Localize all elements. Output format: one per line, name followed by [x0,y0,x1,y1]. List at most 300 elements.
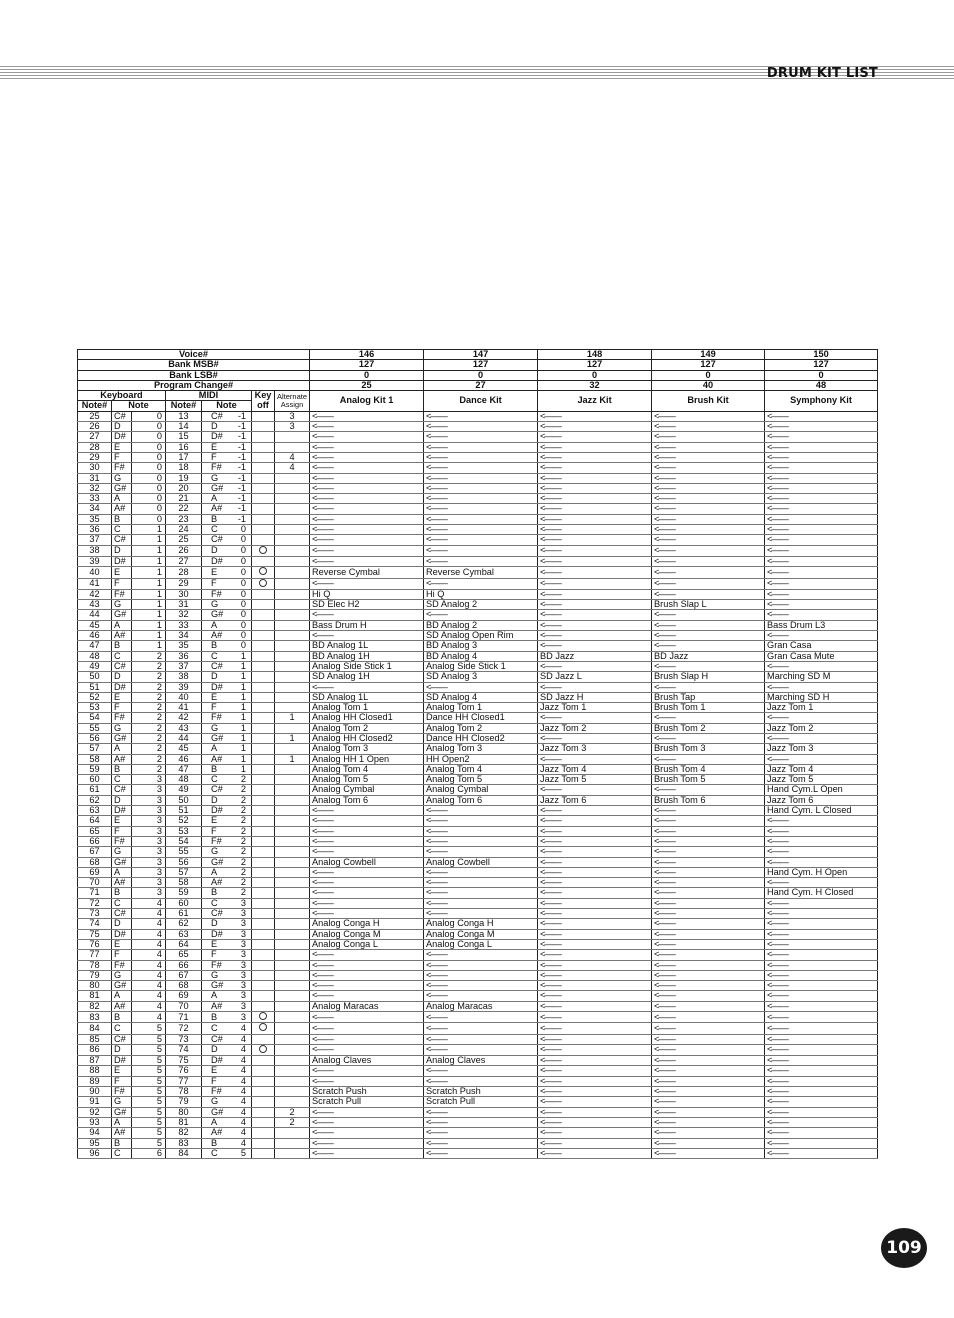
keyboard-note-name: G [112,1097,132,1107]
keyboard-note-number: 62 [78,795,112,805]
kit-voice: 146 [310,350,424,360]
kit-voice-cell [765,950,878,960]
kit-voice-cell [765,888,878,898]
same-as-previous-arrow-icon: <—— [426,411,447,421]
same-as-previous-arrow-icon: <—— [654,1148,675,1158]
kit-voice-cell [310,775,424,785]
same-as-previous-arrow-icon: <—— [426,887,447,898]
instrument-name: Analog Tom 3 [312,743,369,754]
same-as-previous-arrow-icon: <—— [654,452,675,462]
keyboard-note-name: G# [112,483,132,493]
keyboard-note-number: 46 [78,631,112,641]
midi-note-name: G [211,723,219,733]
key-off-cell [252,929,275,939]
kit-lsb: 0 [310,370,424,380]
kit-voice-cell [652,1023,765,1034]
midi-octave: -1 [237,431,246,442]
keyboard-note-name: E [112,816,132,826]
midi-octave: 0 [240,534,246,545]
same-as-previous-arrow-icon: <—— [767,712,788,723]
same-as-previous-arrow-icon: <—— [654,960,675,970]
same-as-previous-arrow-icon: <—— [312,1076,333,1086]
kit-voice-cell [424,463,538,473]
kit-voice-cell [765,514,878,524]
key-off-cell [252,816,275,826]
key-off-circle-icon [259,579,267,587]
same-as-previous-arrow-icon: <—— [767,1148,788,1158]
midi-note-number: 25 [166,535,202,545]
midi-octave: 0 [240,640,246,651]
alternate-assign-cell [275,981,310,991]
midi-octave: 3 [240,898,246,908]
keyboard-octave: 3 [132,785,166,795]
msb-label: Bank MSB# [78,360,310,370]
page-number-badge: 109 [881,1228,927,1268]
same-as-previous-arrow-icon: <—— [426,867,447,877]
alternate-assign-cell: 2 [275,1107,310,1117]
keyboard-octave: 1 [132,631,166,641]
keyboard-octave: 3 [132,878,166,888]
keyboard-octave: 4 [132,1001,166,1011]
keyboard-octave: 2 [132,713,166,723]
same-as-previous-arrow-icon: <—— [654,857,675,867]
midi-note-number: 16 [166,442,202,452]
midi-note-name: D [211,795,218,805]
kit-voice-cell [652,1034,765,1044]
kit-lsb: 0 [424,370,538,380]
same-as-previous-arrow-icon: <—— [540,545,561,556]
kit-voice-cell [765,411,878,421]
midi-note [202,1148,252,1158]
kit-pc: 40 [652,380,765,390]
key-off-cell [252,888,275,898]
same-as-previous-arrow-icon: <—— [312,1117,333,1127]
instrument-name: Analog Cymbal [312,784,375,795]
alternate-assign-cell [275,744,310,754]
midi-note-number: 68 [166,981,202,991]
kit-voice-cell [538,991,652,1001]
same-as-previous-arrow-icon: <—— [540,1117,561,1127]
same-as-previous-arrow-icon: <—— [654,493,675,504]
midi-octave: 1 [240,692,246,702]
midi-note-number: 66 [166,960,202,970]
pc-label: Program Change# [78,380,310,390]
kit-voice-cell [765,525,878,535]
kit-voice-cell [765,795,878,805]
same-as-previous-arrow-icon: <—— [654,640,675,651]
midi-note-number: 63 [166,929,202,939]
same-as-previous-arrow-icon: <—— [654,556,675,566]
kit-voice-cell [765,578,878,589]
kit-voice-cell [765,1076,878,1086]
kit-voice-cell [424,775,538,785]
key-off-cell [252,631,275,641]
table-row [78,713,878,723]
kit-voice-cell [652,816,765,826]
midi-note-name: C# [211,908,223,919]
midi-octave: 1 [240,733,246,743]
instrument-name: Scratch Pull [312,1096,362,1107]
midi-note-name: B [211,1011,218,1022]
kit-voice-cell [424,1034,538,1044]
same-as-previous-arrow-icon: <—— [540,411,561,421]
keyboard-octave: 3 [132,795,166,805]
keyboard-octave: 5 [132,1056,166,1066]
table-row [78,567,878,578]
midi-note [202,672,252,682]
kit-name: Dance Kit [424,391,538,412]
same-as-previous-arrow-icon: <—— [767,1034,788,1044]
keyboard-note-name: F [112,950,132,960]
same-as-previous-arrow-icon: <—— [540,867,561,877]
keyboard-note-name: C# [112,909,132,919]
kit-voice-cell [538,785,652,795]
midi-note [202,764,252,774]
kit-voice-cell [310,1023,424,1034]
same-as-previous-arrow-icon: <—— [540,620,561,630]
kit-voice-cell [538,452,652,462]
instrument-name: BD Jazz [540,651,575,661]
keyboard-note-number: 74 [78,919,112,929]
kit-voice-cell [538,1023,652,1034]
midi-octave: 3 [240,960,246,970]
same-as-previous-arrow-icon: <—— [540,836,561,846]
table-row [78,610,878,620]
instrument-name: Scratch Push [426,1086,481,1097]
keyboard-note-name: A# [112,504,132,514]
same-as-previous-arrow-icon: <—— [426,503,447,514]
midi-note-number: 83 [166,1138,202,1148]
kit-voice-cell [424,754,538,764]
midi-note [202,432,252,442]
instrument-name: Analog Conga M [312,929,381,939]
kit-voice-cell [538,641,652,651]
kit-voice-cell [310,494,424,504]
kit-voice-cell [310,567,424,578]
instrument-name: Brush Tom 4 [654,764,706,774]
kit-voice-cell [652,898,765,908]
kit-voice-cell [765,535,878,545]
kit-voice-cell [538,661,652,671]
same-as-previous-arrow-icon: <—— [312,1044,333,1055]
keyboard-note-name: D# [112,1056,132,1066]
keyboard-note-number: 30 [78,463,112,473]
instrument-name: Brush Tom 6 [654,795,706,805]
kit-voice-cell [652,1097,765,1107]
key-off-cell [252,556,275,566]
midi-note-name: A [211,1117,218,1127]
kit-voice-cell [652,1066,765,1076]
kit-voice-cell [424,1056,538,1066]
kit-voice-cell [424,545,538,556]
same-as-previous-arrow-icon: <—— [654,1127,675,1138]
midi-octave: 1 [240,671,246,682]
kit-voice: 150 [765,350,878,360]
keyboard-note-number: 39 [78,556,112,566]
kit-voice-cell [424,411,538,421]
alternate-assign-cell [275,795,310,805]
midi-octave: -1 [237,452,246,462]
key-off-circle-icon [259,1023,267,1031]
midi-octave: 4 [240,1086,246,1097]
kit-voice-cell [652,1138,765,1148]
same-as-previous-arrow-icon: <—— [654,620,675,630]
kit-voice-cell [538,422,652,432]
kit-voice-cell [652,672,765,682]
midi-octave: 2 [240,877,246,888]
instrument-name: Jazz Tom 2 [540,723,587,733]
same-as-previous-arrow-icon: <—— [540,1127,561,1138]
kit-voice-cell [424,1066,538,1076]
same-as-previous-arrow-icon: <—— [654,754,675,764]
midi-note-number: 43 [166,723,202,733]
keyboard-octave: 0 [132,514,166,524]
same-as-previous-arrow-icon: <—— [767,877,788,888]
midi-note [202,682,252,692]
same-as-previous-arrow-icon: <—— [540,733,561,743]
keyboard-note-number: 37 [78,535,112,545]
keyboard-octave: 0 [132,422,166,432]
kit-voice-cell [424,1012,538,1023]
keyboard-note-name: B [112,1012,132,1023]
alternate-assign-cell [275,1128,310,1138]
keyboard-octave: 1 [132,567,166,578]
key-off-cell [252,878,275,888]
midi-octave: 0 [240,545,246,556]
kit-voice-cell [424,661,538,671]
same-as-previous-arrow-icon: <—— [767,1011,788,1022]
instrument-name: Analog Side Stick 1 [312,661,392,671]
keyboard-note-name: B [112,764,132,774]
kit-voice-cell [424,682,538,692]
kit-voice-cell [424,504,538,514]
kit-voice-cell [652,578,765,589]
kit-voice-cell [310,432,424,442]
instrument-name: Hand Cym.L Open [767,784,843,795]
keyboard-note-number: 96 [78,1148,112,1158]
same-as-previous-arrow-icon: <—— [654,733,675,743]
midi-note-number: 77 [166,1076,202,1086]
key-off-cell [252,847,275,857]
keyboard-note-name: F# [112,589,132,599]
table-row [78,494,878,504]
kit-voice-cell [765,545,878,556]
midi-note-number: 26 [166,545,202,556]
kit-voice-cell [652,1001,765,1011]
kit-voice-cell [310,919,424,929]
msb-row [78,360,878,370]
kit-voice-cell [652,610,765,620]
same-as-previous-arrow-icon: <—— [312,826,333,836]
midi-note-number: 27 [166,556,202,566]
same-as-previous-arrow-icon: <—— [767,949,788,960]
table-row [78,1128,878,1138]
kit-voice-cell [765,504,878,514]
table-row [78,1034,878,1044]
same-as-previous-arrow-icon: <—— [767,1001,788,1011]
same-as-previous-arrow-icon: <—— [426,1107,447,1117]
midi-octave: 4 [240,1096,246,1107]
kit-voice-cell [310,929,424,939]
same-as-previous-arrow-icon: <—— [767,836,788,846]
midi-note-name: C [211,1022,218,1033]
same-as-previous-arrow-icon: <—— [426,805,447,816]
kit-voice-cell [310,878,424,888]
same-as-previous-arrow-icon: <—— [312,503,333,514]
same-as-previous-arrow-icon: <—— [426,877,447,888]
midi-octave: 1 [240,682,246,692]
alternate-assign-cell [275,919,310,929]
kit-voice-cell [652,826,765,836]
same-as-previous-arrow-icon: <—— [654,421,675,432]
midi-octave: 2 [240,784,246,795]
kit-msb: 127 [424,360,538,370]
kit-voice-cell [538,878,652,888]
midi-note-name: C [211,651,218,661]
midi-note-name: A# [211,877,223,888]
key-off-cell [252,1138,275,1148]
same-as-previous-arrow-icon: <—— [767,578,788,589]
midi-note [202,545,252,556]
midi-note-name: G [211,1096,219,1107]
kit-voice-cell [765,1138,878,1148]
keyboard-octave: 5 [132,1087,166,1097]
kit-voice-cell [765,452,878,462]
midi-note [202,504,252,514]
midi-note-number: 23 [166,514,202,524]
same-as-previous-arrow-icon: <—— [540,826,561,836]
kit-voice-cell [424,556,538,566]
instrument-name: BD Analog 1L [312,640,369,651]
midi-note [202,525,252,535]
kit-voice-cell [538,898,652,908]
midi-octave: 0 [240,556,246,566]
same-as-previous-arrow-icon: <—— [540,534,561,545]
midi-note [202,452,252,462]
same-as-previous-arrow-icon: <—— [426,483,447,493]
same-as-previous-arrow-icon: <—— [767,898,788,908]
same-as-previous-arrow-icon: <—— [767,1065,788,1076]
kit-voice-cell [310,1034,424,1044]
kit-voice-cell [310,1128,424,1138]
table-row [78,1097,878,1107]
kit-voice-cell [652,970,765,980]
keyboard-note-number: 64 [78,816,112,826]
keyboard-note-name: A# [112,1001,132,1011]
keyboard-octave: 2 [132,651,166,661]
kit-voice-cell [424,703,538,713]
alternate-assign-cell [275,775,310,785]
same-as-previous-arrow-icon: <—— [540,1096,561,1107]
table-row [78,631,878,641]
table-row [78,816,878,826]
table-row [78,641,878,651]
kit-voice-cell [310,631,424,641]
keyboard-note-name: D# [112,682,132,692]
same-as-previous-arrow-icon: <—— [654,980,675,991]
alternate-assign-cell [275,494,310,504]
kit-voice-cell [652,1012,765,1023]
same-as-previous-arrow-icon: <—— [654,970,675,980]
key-off-cell [252,620,275,630]
kit-voice-cell [310,950,424,960]
keyboard-note-name: F [112,452,132,462]
midi-note [202,1128,252,1138]
kit-voice-cell [538,826,652,836]
midi-octave: 2 [240,826,246,836]
kit-voice-cell [538,867,652,877]
keyboard-octave: 2 [132,764,166,774]
kit-voice-cell [424,432,538,442]
midi-note [202,1138,252,1148]
midi-note [202,744,252,754]
instrument-name: Analog HH 1 Open [312,754,390,764]
same-as-previous-arrow-icon: <—— [767,421,788,432]
kit-voice-cell [652,504,765,514]
alternate-assign-cell [275,991,310,1001]
key-off-cell [252,692,275,702]
table-row [78,600,878,610]
kit-voice-cell [310,764,424,774]
instrument-name: Brush Slap L [654,599,707,610]
midi-note-name: F# [211,589,222,599]
alternate-assign-cell [275,939,310,949]
kit-voice-cell [538,473,652,483]
midi-note [202,1066,252,1076]
alternate-assign-cell [275,1087,310,1097]
keyboard-note-number: 94 [78,1128,112,1138]
keyboard-octave: 2 [132,661,166,671]
alternate-assign-cell [275,567,310,578]
table-row [78,1066,878,1076]
alternate-assign-cell [275,483,310,493]
midi-note-number: 62 [166,919,202,929]
midi-octave: 2 [240,846,246,857]
alternate-assign-cell [275,631,310,641]
keyboard-octave: 4 [132,929,166,939]
kit-voice-cell [652,620,765,630]
key-off-cell [252,463,275,473]
kit-pc: 32 [538,380,652,390]
same-as-previous-arrow-icon: <—— [426,898,447,908]
midi-octave: 2 [240,795,246,805]
kit-voice-cell [652,452,765,462]
midi-note-number: 45 [166,744,202,754]
same-as-previous-arrow-icon: <—— [312,1107,333,1117]
keyboard-note-name: D [112,1044,132,1055]
keyboard-note-number: 52 [78,692,112,702]
same-as-previous-arrow-icon: <—— [540,1107,561,1117]
midi-note [202,411,252,421]
instrument-name: Hand Cym. H Closed [767,887,854,898]
key-off-circle-icon [259,1045,267,1053]
kit-voice-cell [652,919,765,929]
keyboard-note-number: 76 [78,939,112,949]
instrument-name: Reverse Cymbal [312,566,380,577]
kit-msb: 127 [765,360,878,370]
kit-voice-cell [765,463,878,473]
keyboard-note-name: G# [112,1107,132,1117]
midi-note-name: D# [211,805,223,816]
same-as-previous-arrow-icon: <—— [654,1107,675,1117]
midi-note [202,473,252,483]
keyboard-octave: 3 [132,806,166,816]
instrument-name: Jazz Tom 6 [540,795,587,805]
key-off-cell [252,754,275,764]
midi-note-number: 21 [166,494,202,504]
kit-voice-cell [538,1076,652,1086]
kit-voice-cell [652,422,765,432]
